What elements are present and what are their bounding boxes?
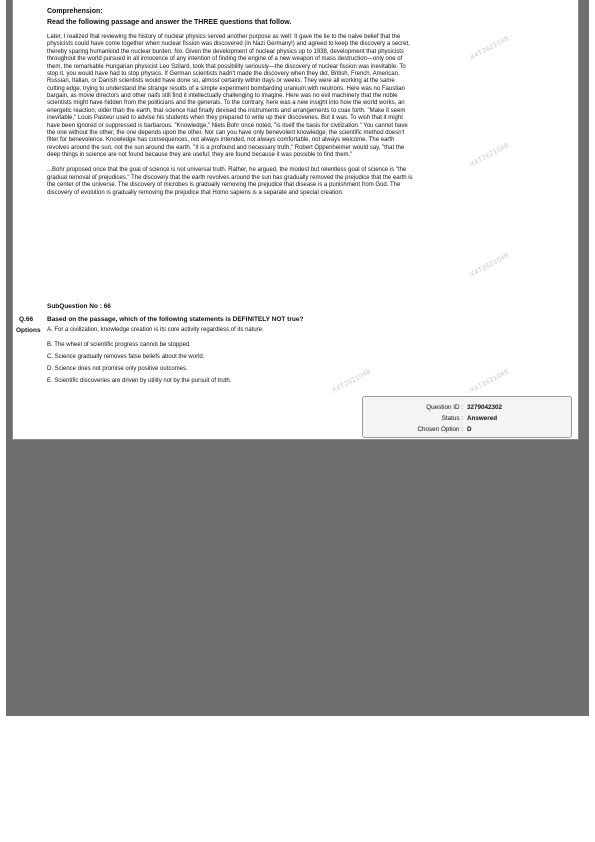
question-id-value: 3279042302	[467, 404, 503, 411]
status-value: Answered	[467, 415, 498, 422]
question-number: Q.66	[19, 316, 34, 323]
option-a[interactable]: A. For a civilization, knowledge creation is its core activity regardless of its nature.	[47, 327, 264, 333]
question-info-panel	[362, 396, 572, 438]
option-c[interactable]: C. Science gradually removes false beliefs about the world.	[47, 354, 205, 360]
passage-paragraph-1: Later, I realized that reviewing the history of nuclear physics served another purpose as well: It gave the lie to the naive belief that the physicists could have come together when nuclear fission was discovered (in Nazi Germany!) and agreed to keep the discovery a secret, thereby sparing humankind the nuclear burden. No. Given the development of nuclear physics up to 1938, development that physicists throughout the world pursued in all innocence of any intention of finding the engine of a new weapon of mass destruction—only one of them, the remarkable Hungarian physicist Leo Szilard, took that possibility seriously—the discovery of nuclear fission was inevitable. To stop it, you would have had to stop physics. If German scientists hadn't made the discovery when they did, British, French, American, Russian, Italian, or Danish scientists would have done so, almost certainly within days or weeks. They were all working at the same cutting edge, trying to understand the strange results of a simple experiment bombarding uranium with neutrons. Here was no Faustian bargain, as movie directors and other naifs still find it intellectually challenging to imagine. Here was no evil machinery that the noble scientists might have hidden from the politicians and the generals. To the contrary, here was a new insight into how the world works, an energetic reaction, older than the earth, that science had finally devised the instruments and arrangements to coax forth. "Make it seem inevitable," Louis Pasteur used to advise his students when they prepared to write up their discoveries. But it was. To wish that it might have been ignored or suppressed is barbarous. "Knowledge," Niels Bohr once noted, "is itself the basis for civilization." You cannot have the one without the other; the one depends upon the other. Nor can you have only benevolent knowledge; the scientific method doesn't filter for benevolence. Knowledge has consequences, not always intended, not always comfortable, not always welcome. The earth revolves around the sun, not the sun around the earth. "It is a profound and necessary truth," Robert Oppenheimer would say, "that the deep things in science are not found because they are useful; they are found because it was possible to find them."	[47, 34, 410, 158]
question-card	[12, 0, 579, 440]
subquestion-number: SubQuestion No : 66	[47, 303, 111, 310]
options-label: Options	[16, 327, 41, 334]
instruction-text: Read the following passage and answer the THREE questions that follow.	[47, 19, 292, 26]
question-row	[19, 316, 303, 323]
status-label: Status :	[441, 415, 463, 422]
passage	[47, 34, 413, 205]
watermark: X4T2621048	[468, 142, 511, 169]
option-b[interactable]: B. The wheel of scientific progress cannot be stopped.	[47, 342, 191, 348]
watermark: X4T2621048	[468, 252, 511, 279]
question-text: Based on the passage, which of the following statements is DEFINITELY NOT true?	[47, 316, 304, 323]
watermark: X4T2621048	[468, 35, 511, 62]
chosen-option-value: D	[467, 426, 472, 433]
passage-paragraph-2: ...Bohr proposed once that the goal of science is not universal truth. Rather, he argued, the modest but relentless goal of science is "the gradual removal of prejudices." The discovery that the earth revolves around the sun has gradually removed the prejudice that the earth is the center of the universe. The discovery of microbes is gradually removing the prejudice that disease is a punishment from God. The discovery of evolution is gradually removing the prejudice that Homo sapiens is a separate and special creation.	[47, 167, 413, 196]
chosen-option-label: Chosen Option :	[417, 426, 463, 433]
watermark: X4T2621048	[468, 368, 511, 395]
watermark: X4T2621048	[330, 368, 373, 395]
question-id-label: Question ID :	[426, 404, 463, 411]
option-d[interactable]: D. Science does not promise only positive outcomes.	[47, 366, 188, 372]
section-title: Comprehension:	[47, 8, 103, 15]
option-e[interactable]: E. Scientific discoveries are driven by utility not by the pursuit of truth.	[47, 378, 232, 384]
